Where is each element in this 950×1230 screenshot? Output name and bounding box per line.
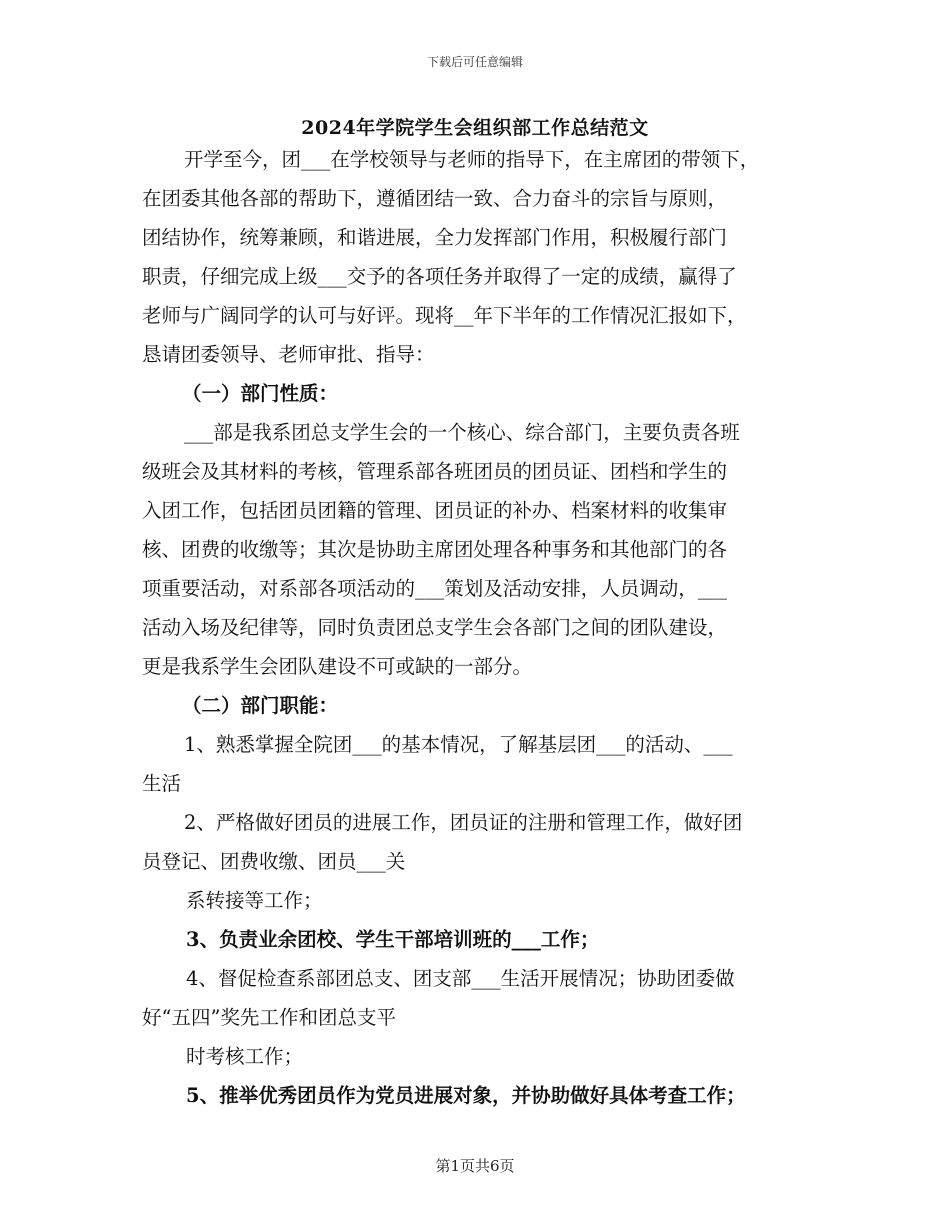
page-number: 第1页共6页 [435, 1157, 515, 1175]
intro-line: 团结协作，统筹兼顾，和谐进展，全力发挥部门作用，积极履行部门 [142, 226, 728, 249]
duty-item-4-cont: 时考核工作； [186, 1045, 304, 1068]
header-note: 下载后可任意编辑 [426, 55, 523, 69]
section1-line: 活动入场及纪律等，同时负责团总支学生会各部门之间的团队建设， [142, 616, 728, 639]
duty-item-2-cont: 系转接等工作； [186, 889, 323, 912]
section1-line: 级班会及其材料的考核，管理系部各班团员的团员证、团档和学生的 [142, 460, 728, 483]
intro-line: 职责，仔细完成上级___交予的各项任务并取得了一定的成绩，赢得了 [142, 265, 737, 288]
intro-line: 在团委其他各部的帮助下，遵循团结一致、合力奋斗的宗旨与原则， [142, 187, 728, 210]
duty-item-5: 5、推举优秀团员作为党员进展对象，并协助做好具体考查工作； [186, 1084, 746, 1107]
document-title: 2024年学院学生会组织部工作总结范文 [301, 117, 649, 139]
duty-item-4: 4、督促检查系部团总支、团支部___生活开展情况；协助团委做 [186, 967, 735, 990]
section1-line: ___部是我系团总支学生会的一个核心、综合部门，主要负责各班 [184, 421, 740, 444]
duty-item-4-cont: 好“五四”奖先工作和团总支平 [142, 1006, 396, 1029]
section1-line: 更是我系学生会团队建设不可或缺的一部分。 [142, 655, 533, 678]
intro-line: 恳请团委领导、老师审批、指导： [142, 343, 435, 366]
section1-line: 项重要活动，对系部各项活动的___策划及活动安排，人员调动，___ [142, 577, 728, 600]
duty-item-1: 1、熟悉掌握全院团___的基本情况，了解基层团___的活动、___ [184, 733, 733, 756]
duty-item-2: 2、严格做好团员的进展工作，团员证的注册和管理工作，做好团 [184, 811, 743, 834]
duty-item-3: 3、负责业余团校、学生干部培训班的___工作； [186, 928, 600, 951]
duty-item-2-cont: 员登记、团费收缴、团员___关 [142, 850, 406, 873]
duty-item-1-cont: 生活 [142, 772, 182, 795]
intro-line: 老师与广阔同学的认可与好评。现将__年下半年的工作情况汇报如下， [142, 304, 747, 327]
section1-line: 核、团费的收缴等；其次是协助主席团处理各种事务和其他部门的各 [142, 538, 728, 561]
section1-line: 入团工作，包括团员团籍的管理、团员证的补办、档案材料的收集审 [142, 499, 728, 522]
section-heading-nature: （一）部门性质： [182, 382, 339, 405]
section-heading-functions: （二）部门职能： [182, 694, 339, 717]
intro-line: 开学至今，团___在学校领导与老师的指导下，在主席团的带领下， [184, 148, 760, 171]
